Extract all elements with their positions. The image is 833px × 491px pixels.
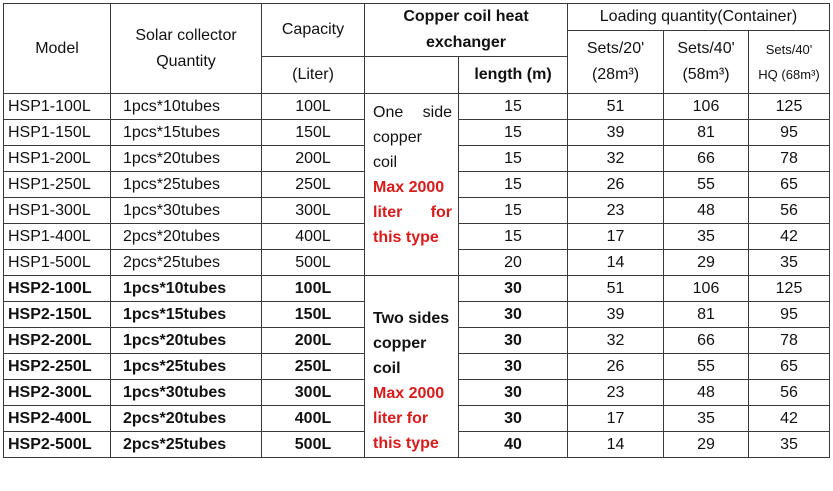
- cell-c40hq: 125: [749, 276, 830, 302]
- cell-c40: 81: [664, 302, 749, 328]
- cell-collector: 1pcs*30tubes: [111, 198, 262, 224]
- cell-c40hq: 65: [749, 172, 830, 198]
- cell-capacity: 250L: [262, 172, 365, 198]
- header-capacity-unit: (Liter): [262, 57, 365, 94]
- cell-c20: 23: [568, 198, 664, 224]
- cell-length: 15: [459, 224, 568, 250]
- spec-table-container: [3, 3, 830, 458]
- cell-c40: 66: [664, 146, 749, 172]
- cell-c40hq: 65: [749, 354, 830, 380]
- cell-length: 15: [459, 146, 568, 172]
- cell-capacity: 500L: [262, 250, 365, 276]
- cell-c20: 14: [568, 432, 664, 458]
- cell-c20: 26: [568, 354, 664, 380]
- cell-collector: 2pcs*20tubes: [111, 224, 262, 250]
- cell-c20: 32: [568, 328, 664, 354]
- cell-length: 15: [459, 172, 568, 198]
- header-loading: Loading quantity(Container): [568, 4, 830, 31]
- cell-collector: 1pcs*10tubes: [111, 94, 262, 120]
- cell-c20: 39: [568, 302, 664, 328]
- spec-table: [3, 3, 830, 458]
- cell-c40: 55: [664, 354, 749, 380]
- desc-red-line: Max 2000: [373, 179, 445, 196]
- cell-c40: 106: [664, 276, 749, 302]
- cell-capacity: 400L: [262, 406, 365, 432]
- cell-length: 30: [459, 276, 568, 302]
- cell-c20: 17: [568, 224, 664, 250]
- cell-c40hq: 35: [749, 250, 830, 276]
- desc-line: coil: [373, 154, 398, 171]
- cell-capacity: 300L: [262, 198, 365, 224]
- cell-capacity: 300L: [262, 380, 365, 406]
- cell-c40: 35: [664, 224, 749, 250]
- cell-capacity: 250L: [262, 354, 365, 380]
- cell-model: HSP2-150L: [4, 302, 111, 328]
- cell-c40hq: 56: [749, 380, 830, 406]
- cell-c40hq: 95: [749, 302, 830, 328]
- header-collector: [111, 4, 262, 94]
- header-coil: [365, 4, 568, 57]
- cell-collector: 1pcs*20tubes: [111, 328, 262, 354]
- desc-line: coil: [373, 360, 401, 377]
- header-blank: [365, 57, 459, 94]
- cell-c40: 35: [664, 406, 749, 432]
- cell-collector: 2pcs*20tubes: [111, 406, 262, 432]
- desc-line: Two sides: [373, 310, 450, 327]
- cell-capacity: 200L: [262, 146, 365, 172]
- cell-capacity: 100L: [262, 94, 365, 120]
- cell-model: HSP2-250L: [4, 354, 111, 380]
- cell-model: HSP1-250L: [4, 172, 111, 198]
- header-length: length (m): [459, 57, 568, 94]
- cell-model: HSP1-400L: [4, 224, 111, 250]
- cell-description-hsp1: [365, 94, 459, 276]
- table-header: [4, 4, 830, 94]
- cell-c40hq: 42: [749, 406, 830, 432]
- cell-capacity: 500L: [262, 432, 365, 458]
- cell-c40hq: 42: [749, 224, 830, 250]
- cell-capacity: 150L: [262, 120, 365, 146]
- cell-c40: 29: [664, 432, 749, 458]
- cell-c40: 55: [664, 172, 749, 198]
- desc-red-line: this type: [373, 435, 439, 452]
- cell-c40hq: 95: [749, 120, 830, 146]
- cell-c40: 66: [664, 328, 749, 354]
- header-c40hq-line1: Sets/40': [765, 42, 813, 57]
- cell-model: HSP2-100L: [4, 276, 111, 302]
- desc-red-line: this type: [373, 229, 439, 246]
- cell-length: 15: [459, 198, 568, 224]
- cell-model: HSP1-500L: [4, 250, 111, 276]
- desc-red-line: liter for: [373, 204, 452, 221]
- cell-c40: 29: [664, 250, 749, 276]
- header-coil-label: Copper coil heat exchanger: [403, 8, 529, 51]
- cell-c40hq: 125: [749, 94, 830, 120]
- cell-c20: 39: [568, 120, 664, 146]
- cell-collector: 1pcs*15tubes: [111, 302, 262, 328]
- cell-collector: 1pcs*20tubes: [111, 146, 262, 172]
- header-c40hq: [749, 31, 830, 94]
- desc-line: copper: [373, 129, 422, 146]
- cell-c40: 48: [664, 380, 749, 406]
- cell-length: 30: [459, 406, 568, 432]
- cell-collector: 2pcs*25tubes: [111, 432, 262, 458]
- cell-collector: 1pcs*10tubes: [111, 276, 262, 302]
- header-c40-line2: (58m³): [682, 66, 730, 83]
- cell-collector: 2pcs*25tubes: [111, 250, 262, 276]
- header-c20-line1: Sets/20': [586, 40, 645, 57]
- cell-c40hq: 78: [749, 146, 830, 172]
- cell-description-hsp2: [365, 276, 459, 458]
- cell-c20: 17: [568, 406, 664, 432]
- table-row: [4, 94, 830, 120]
- cell-c20: 51: [568, 94, 664, 120]
- cell-c20: 51: [568, 276, 664, 302]
- cell-c40hq: 78: [749, 328, 830, 354]
- cell-collector: 1pcs*15tubes: [111, 120, 262, 146]
- cell-c40: 48: [664, 198, 749, 224]
- cell-capacity: 100L: [262, 276, 365, 302]
- cell-model: HSP1-300L: [4, 198, 111, 224]
- cell-collector: 1pcs*25tubes: [111, 172, 262, 198]
- cell-c40hq: 56: [749, 198, 830, 224]
- cell-model: HSP2-500L: [4, 432, 111, 458]
- cell-length: 15: [459, 94, 568, 120]
- cell-model: HSP2-300L: [4, 380, 111, 406]
- cell-length: 30: [459, 354, 568, 380]
- cell-capacity: 150L: [262, 302, 365, 328]
- table-body: [4, 94, 830, 458]
- cell-c40hq: 35: [749, 432, 830, 458]
- cell-model: HSP1-150L: [4, 120, 111, 146]
- cell-model: HSP2-200L: [4, 328, 111, 354]
- header-c20: [568, 31, 664, 94]
- cell-c20: 32: [568, 146, 664, 172]
- header-capacity: Capacity: [262, 4, 365, 57]
- header-c40: [664, 31, 749, 94]
- cell-c40: 81: [664, 120, 749, 146]
- cell-length: 15: [459, 120, 568, 146]
- cell-length: 30: [459, 380, 568, 406]
- desc-red-line: Max 2000: [373, 385, 445, 402]
- cell-length: 20: [459, 250, 568, 276]
- header-c20-line2: (28m³): [591, 66, 640, 83]
- cell-model: HSP2-400L: [4, 406, 111, 432]
- cell-capacity: 400L: [262, 224, 365, 250]
- header-model: Model: [4, 4, 111, 94]
- cell-length: 30: [459, 328, 568, 354]
- cell-c20: 14: [568, 250, 664, 276]
- header-collector-label: Solar collector Quantity: [135, 26, 237, 70]
- desc-red-line: liter for: [373, 410, 429, 427]
- cell-c40: 106: [664, 94, 749, 120]
- desc-line: One side: [373, 104, 452, 121]
- cell-capacity: 200L: [262, 328, 365, 354]
- cell-collector: 1pcs*30tubes: [111, 380, 262, 406]
- header-c40hq-line2: HQ (68m³): [758, 67, 820, 82]
- desc-line: copper: [373, 335, 427, 352]
- cell-c20: 26: [568, 172, 664, 198]
- cell-collector: 1pcs*25tubes: [111, 354, 262, 380]
- table-row: [4, 276, 830, 302]
- cell-length: 40: [459, 432, 568, 458]
- header-c40-line1: Sets/40': [677, 40, 735, 57]
- cell-model: HSP1-100L: [4, 94, 111, 120]
- cell-c20: 23: [568, 380, 664, 406]
- cell-model: HSP1-200L: [4, 146, 111, 172]
- cell-length: 30: [459, 302, 568, 328]
